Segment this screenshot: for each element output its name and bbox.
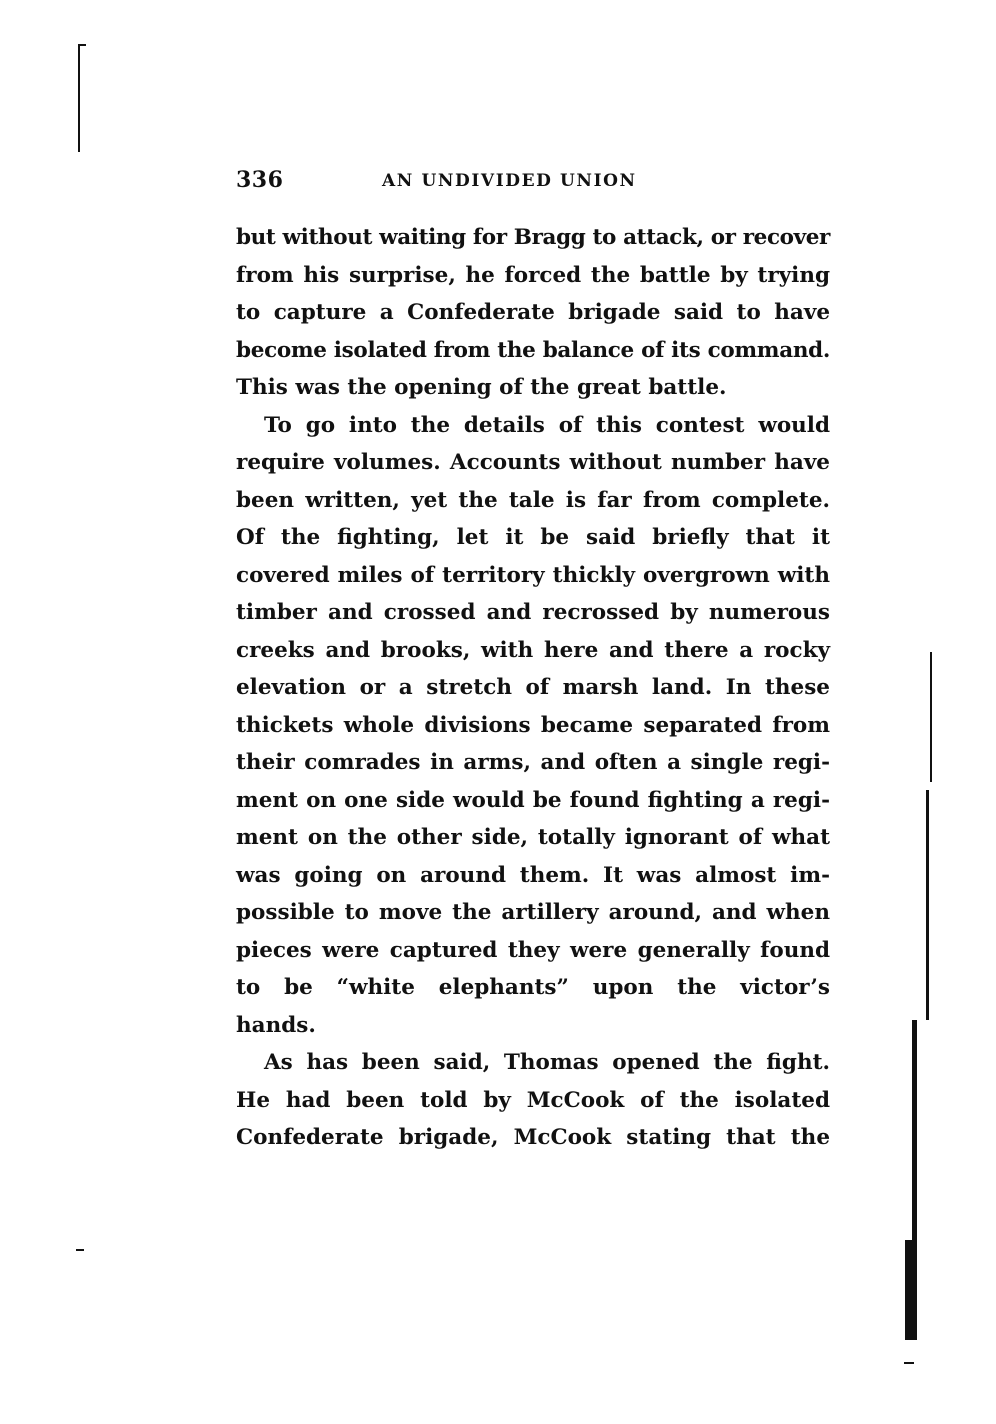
- text-line: their comrades in arms, and often a single regi-: [236, 750, 830, 775]
- text-line: been written, yet the tale is far from complete.: [236, 487, 830, 513]
- text-line: ment on one side would be found fighting a regi-: [236, 787, 830, 813]
- text-line: from his surprise, he forced the battle by trying: [236, 262, 830, 288]
- scan-edge-mark: [905, 1240, 915, 1340]
- scan-edge-mark: [78, 44, 86, 46]
- scan-edge-mark: [78, 44, 80, 152]
- scan-edge-mark: [926, 790, 929, 1020]
- text-line: This was the opening of the great battle.: [236, 375, 727, 400]
- text-line: creeks and brooks, with here and there a rocky: [236, 637, 830, 663]
- text-line: was going on around them. It was almost im-: [236, 862, 830, 888]
- text-line: become isolated from the balance of its command.: [236, 337, 830, 363]
- text-line: thickets whole divisions became separated from: [236, 712, 830, 738]
- page-number: 336: [236, 167, 284, 193]
- text-line: to capture a Confederate brigade said to have: [236, 300, 830, 325]
- scan-edge-mark: [904, 1362, 914, 1364]
- text-line: timber and crossed and recrossed by numerous: [236, 600, 830, 625]
- text-line: To go into the details of this contest would: [264, 412, 830, 438]
- text-line: hands.: [236, 1012, 316, 1038]
- scan-edge-mark: [76, 1249, 84, 1251]
- text-line: He had been told by McCook of the isolated: [236, 1087, 830, 1113]
- text-line: As has been said, Thomas opened the fight.: [264, 1050, 830, 1075]
- body-text: [236, 219, 830, 1157]
- text-line: to be “white elephants” upon the victor’s: [236, 975, 830, 1000]
- running-head: AN UNDIVIDED UNION: [382, 171, 637, 191]
- text-line: pieces were captured they were generally found: [236, 937, 830, 963]
- text-line: covered miles of territory thickly overgrown with: [236, 562, 830, 588]
- text-line: Of the fighting, let it be said briefly that it: [236, 525, 830, 550]
- text-line: require volumes. Accounts without number have: [236, 450, 830, 475]
- text-line: elevation or a stretch of marsh land. In these: [236, 675, 830, 700]
- text-line: but without waiting for Bragg to attack, or recover: [236, 225, 830, 250]
- page-header: [236, 167, 830, 197]
- text-line: ment on the other side, totally ignorant of what: [236, 825, 830, 850]
- text-line: Confederate brigade, McCook stating that the: [236, 1125, 830, 1150]
- scan-edge-mark: [930, 652, 932, 782]
- text-line: possible to move the artillery around, and when: [236, 900, 830, 925]
